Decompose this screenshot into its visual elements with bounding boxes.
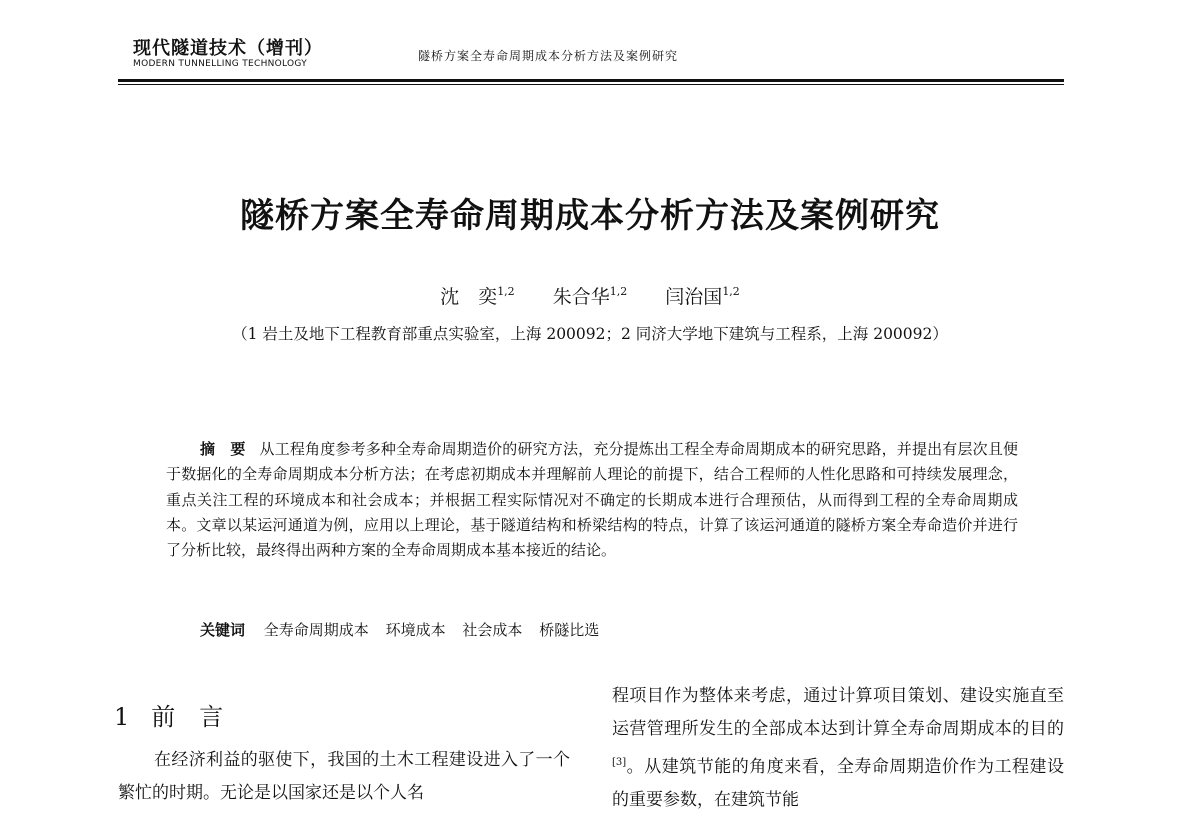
keyword: 全寿命周期成本 [263, 621, 369, 639]
body-paragraph: 在经济利益的驱使下，我国的土木工程建设进入了一个繁忙的时期。无论是以国家还是以个人名 [118, 750, 570, 803]
header-rule-thin [118, 84, 1064, 85]
keyword: 桥隧比选 [539, 621, 600, 639]
author [553, 286, 628, 308]
keywords [200, 619, 611, 640]
journal-name-english: MODERN TUNNELLING TECHNOLOGY [133, 59, 308, 69]
keyword: 环境成本 [385, 621, 446, 639]
running-title: 隧桥方案全寿命周期成本分析方法及案例研究 [418, 49, 679, 63]
paper-title: 隧桥方案全寿命周期成本分析方法及案例研究 [240, 196, 940, 236]
author [665, 286, 740, 308]
keyword: 社会成本 [462, 621, 523, 639]
section-number: 1 [114, 703, 130, 731]
author [440, 286, 515, 308]
author-affiliation-mark: 1,2 [722, 285, 740, 298]
abstract-text: 从工程角度参考多种全寿命周期造价的研究方法，充分提炼出工程全寿命周期成本的研究思路，并提出有层次且便于数据化的全寿命周期成本分析方法；在考虑初期成本并理解前人理论的前提下，结合工程师的人性化思路和可持续发展理念，重点关注工程的环境成本和社会成本；并根据工程实际情况对不确定的长期成本进行合理预估，从而得到工程的全寿命周期成本。文章以某运河通道为例，应用以上理论，基于隧道结构和桥梁结构的特点，计算了该运河通道的隧桥方案全寿命造价并进行了分析比较，最终得出两种方案的全寿命周期成本基本接近的结论。 [166, 440, 1018, 560]
author-name: 沈 奕 [440, 286, 498, 308]
body-right-column [612, 680, 1064, 817]
keywords-label: 关键词 [200, 621, 246, 639]
body-text: 。从建筑节能的角度来看，全寿命周期造价作为工程建设的重要参数，在建筑节能 [612, 757, 1064, 810]
affiliation: （1 岩土及地下工程教育部重点实验室，上海 200092；2 同济大学地下建筑与工程系，上海 200092） [232, 325, 948, 343]
author-name: 闫治国 [665, 286, 723, 308]
header-rule-thick [118, 79, 1064, 82]
author-affiliation-mark: 1,2 [609, 285, 628, 298]
author-list [0, 282, 1180, 309]
section-heading [114, 697, 223, 732]
author-affiliation-mark: 1,2 [497, 285, 515, 298]
citation-ref: [3] [612, 757, 627, 768]
abstract-label: 摘 要 [200, 440, 246, 458]
section-title: 前 言 [151, 703, 224, 731]
body-text: 程项目作为整体来考虑，通过计算项目策划、建设实施直至运营管理所发生的全部成本达到计算全寿命周期成本的目的 [612, 686, 1064, 739]
author-name: 朱合华 [552, 286, 610, 308]
abstract [166, 437, 1018, 563]
journal-name-chinese: 现代隧道技术（增刊） [133, 38, 323, 59]
body-left-column [118, 744, 570, 810]
